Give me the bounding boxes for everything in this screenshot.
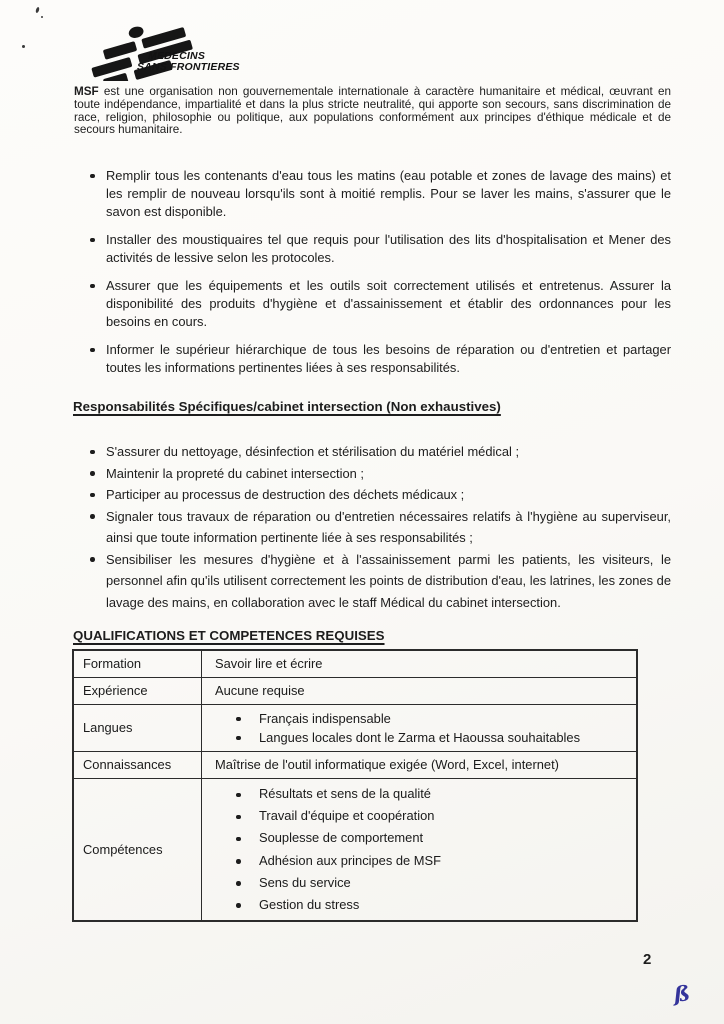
general-responsibilities-list [74,167,671,387]
table-row [73,778,637,921]
bullet-dot-icon [236,859,241,864]
list-item-text: Sensibiliser les mesures d'hygiène et à l'assainissement parmi les patients, les visiteurs, le personnel afin qu'ils utilisent correctement les points de distribution d'eau, les latrines, les zones de lavage des mains, en collaboration avec le staff Médical du cabinet intersection. [106,551,671,610]
bullet-dot-icon [90,348,95,353]
row-value: Aucune requise [202,677,638,704]
table-row [73,650,637,677]
list-item-text: Sens du service [259,874,351,890]
cell-bullet-list [215,709,630,747]
intro-msf-bold: MSF [74,85,99,98]
bullet-dot-icon [90,284,95,289]
bullet-dot-icon [236,881,241,886]
list-item [215,709,630,728]
bullet-dot-icon [236,837,241,842]
list-item-text: Langues locales dont le Zarma et Haoussa souhaitables [259,729,581,745]
list-item-text: Installer des moustiquaires tel que requis pour l'utilisation des lits d'hospitalisation et Mener des activités de lessive selon les protocoles. [106,232,671,265]
bullet-dot-icon [90,557,95,562]
row-label: Langues [73,704,202,751]
list-item-text: Participer au processus de destruction des déchets médicaux ; [106,487,465,502]
specific-responsibilities-list [74,441,671,613]
ink-speck [35,7,40,14]
list-item-text: Gestion du stress [259,897,360,913]
list-item-text: S'assurer du nettoyage, désinfection et stérilisation du matériel médical ; [106,444,520,459]
page-number: 2 [643,951,652,968]
row-label: Formation [73,650,202,677]
list-item [215,871,630,893]
bullet-dot-icon [90,471,95,476]
list-item [74,484,671,506]
table-row [73,751,637,778]
list-item [74,341,671,377]
list-item-text: Résultats et sens de la qualité [259,786,431,802]
logo-line-2: SANS FRONTIERES [137,61,240,73]
specific-responsibilities-heading: Responsabilités Spécifiques/cabinet intersection (Non exhaustives) [73,399,501,414]
list-item-text: Français indispensable [259,710,391,726]
handwritten-initial: ß [672,980,692,1007]
list-item [74,506,671,549]
list-item [215,849,630,871]
list-item [215,783,630,805]
list-item [74,231,671,267]
qualifications-heading: QUALIFICATIONS ET COMPETENCES REQUISES [73,628,385,643]
bullet-dot-icon [90,238,95,243]
list-item [74,277,671,331]
msf-logo-text [137,51,240,73]
list-item [215,805,630,827]
row-value [202,704,638,751]
list-item [215,827,630,849]
list-item-text: Souplesse de comportement [259,830,424,846]
list-item [74,167,671,221]
ink-speck [41,16,43,18]
bullet-dot-icon [90,514,95,519]
list-item-text: Informer le supérieur hiérarchique de tous les besoins de réparation ou d'entretien et partager toutes les informations pertinentes liées à ses responsabilités. [106,342,671,375]
table-row [73,704,637,751]
list-item-text: Assurer que les équipements et les outils soit correctement utilisés et entretenus. Assurer la disponibilité des produits d'hygiène et d'assainissement et établir des ordonnances pour les besoins en cours. [106,278,671,329]
msf-logo [84,25,254,81]
row-label: Expérience [73,677,202,704]
bullet-dot-icon [90,493,95,498]
table-row [73,677,637,704]
intro-text: est une organisation non gouvernementale internationale à caractère humanitaire et médical, œuvrant en toute indépendance, impartialité et dans la plus stricte neutralité, qui apporte son secours, sans discrimination de race, religion, philosophie ou politique, aux populations conformément aux principes d'éthique médicale et de secours humanitaire. [74,85,671,137]
bullet-dot-icon [236,903,241,908]
bullet-dot-icon [236,736,241,741]
bullet-dot-icon [236,717,241,722]
bullet-dot-icon [90,174,95,179]
cell-bullet-list [215,783,630,916]
row-value: Maîtrise de l'outil informatique exigée (Word, Excel, internet) [202,751,638,778]
list-item-text: Remplir tous les contenants d'eau tous les matins (eau potable et zones de lavage des mains) et les remplir de nouveau lorsqu'ils sont à moitié remplis. Pour se laver les mains, s'assurer que le savon est disponible. [106,168,671,219]
list-item [74,463,671,485]
row-label: Connaissances [73,751,202,778]
list-item [215,893,630,915]
qualifications-table [72,649,638,922]
ink-speck [22,45,25,48]
list-item [215,728,630,747]
bullet-dot-icon [236,815,241,820]
list-item-text: Signaler tous travaux de réparation ou d'entretien nécessaires relatifs à l'hygiène au superviseur, ainsi que toute information pertinente liée à ses responsabilités ; [106,508,671,545]
bullet-dot-icon [90,450,95,455]
list-item [74,549,671,614]
row-value [202,778,638,921]
list-item-text: Adhésion aux principes de MSF [259,852,441,868]
row-label: Compétences [73,778,202,921]
intro-paragraph [74,86,671,137]
list-item [74,441,671,463]
logo-line-1: MEDECINS [148,50,206,62]
row-value: Savoir lire et écrire [202,650,638,677]
list-item-text: Travail d'équipe et coopération [259,808,435,824]
list-item-text: Maintenir la propreté du cabinet intersection ; [106,465,364,481]
bullet-dot-icon [236,793,241,798]
